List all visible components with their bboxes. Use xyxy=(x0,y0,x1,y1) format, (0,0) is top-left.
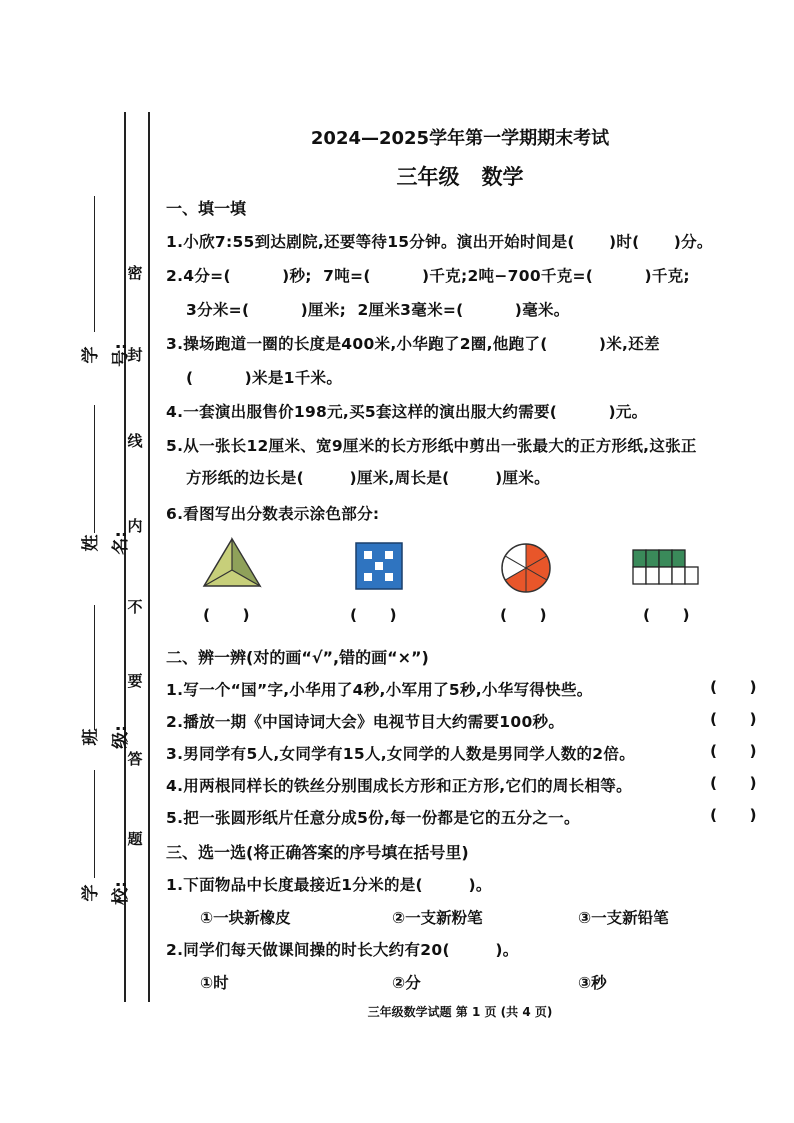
student-id-label: 学号: xyxy=(81,343,131,367)
seal-char: 答 xyxy=(127,750,143,768)
seal-char: 内 xyxy=(127,517,143,535)
exam-subtitle: 三年级 数学 xyxy=(396,165,524,189)
school-label: 学校: xyxy=(81,881,131,905)
choice-question-1: 1.下面物品中长度最接近1分米的是( )。 xyxy=(166,876,492,894)
seal-char: 线 xyxy=(127,432,143,450)
class-label: 班级: xyxy=(81,725,131,749)
choice-option[interactable]: ②分 xyxy=(392,974,421,992)
question-1-3b: ( )米是1千米。 xyxy=(186,369,343,387)
circle-figure xyxy=(500,542,552,594)
class-line[interactable] xyxy=(94,605,95,730)
judge-item: 2.播放一期《中国诗词大会》电视节目大约需要100秒。 xyxy=(166,713,565,731)
judge-answer[interactable]: ( ) xyxy=(710,774,757,792)
question-1-5a: 5.从一张长12厘米、宽9厘米的长方形纸中剪出一张最大的正方形纸,这张正 xyxy=(166,437,697,455)
judge-answer[interactable]: ( ) xyxy=(710,678,757,696)
grid-figure xyxy=(355,542,403,590)
judge-answer[interactable]: ( ) xyxy=(710,806,757,824)
answer-blank[interactable]: ( ) xyxy=(350,606,397,624)
section3-title: 三、选一选(将正确答案的序号填在括号里) xyxy=(166,843,469,862)
choice-option[interactable]: ①时 xyxy=(200,974,229,992)
exam-title: 2024—2025学年第一学期期末考试 xyxy=(310,128,610,149)
answer-blank[interactable]: ( ) xyxy=(203,606,250,624)
question-1-1: 1.小欣7:55到达剧院,还要等待15分钟。演出开始时间是( )时( )分。 xyxy=(166,233,713,251)
choice-option[interactable]: ②一支新粉笔 xyxy=(392,909,483,927)
section2-title: 二、辨一辨(对的画“√”,错的画“×”) xyxy=(166,648,429,667)
seal-char: 题 xyxy=(127,830,143,848)
answer-blank[interactable]: ( ) xyxy=(643,606,690,624)
question-1-5b: 方形纸的边长是( )厘米,周长是( )厘米。 xyxy=(186,469,550,487)
answer-blank[interactable]: ( ) xyxy=(500,606,547,624)
school-line[interactable] xyxy=(94,770,95,878)
judge-item: 3.男同学有5人,女同学有15人,女同学的人数是男同学人数的2倍。 xyxy=(166,745,635,763)
question-1-4: 4.一套演出服售价198元,买5套这样的演出服大约需要( )元。 xyxy=(166,403,648,421)
judge-item: 4.用两根同样长的铁丝分别围成长方形和正方形,它们的周长相等。 xyxy=(166,777,632,795)
bar-strip-figure xyxy=(632,549,704,585)
choice-option[interactable]: ①一块新橡皮 xyxy=(200,909,291,927)
question-1-2a: 2.4分=( )秒; 7吨=( )千克;2吨−700千克=( )千克; xyxy=(166,267,690,285)
seal-char: 不 xyxy=(127,598,143,616)
question-1-6: 6.看图写出分数表示涂色部分: xyxy=(166,505,380,523)
choice-option[interactable]: ③秒 xyxy=(578,974,607,992)
triangle-figure xyxy=(200,536,264,590)
question-1-3a: 3.操场跑道一圈的长度是400米,小华跑了2圈,他跑了( )米,还差 xyxy=(166,335,660,353)
seal-char: 要 xyxy=(127,672,143,690)
choice-question-2: 2.同学们每天做课间操的时长大约有20( )。 xyxy=(166,941,519,959)
section1-title: 一、填一填 xyxy=(166,199,247,218)
name-line[interactable] xyxy=(94,405,95,533)
judge-answer[interactable]: ( ) xyxy=(710,710,757,728)
judge-item: 1.写一个“国”字,小华用了4秒,小军用了5秒,小华写得快些。 xyxy=(166,681,593,699)
judge-answer[interactable]: ( ) xyxy=(710,742,757,760)
page-footer: 三年级数学试题 第 1 页 (共 4 页) xyxy=(367,1005,553,1019)
choice-option[interactable]: ③一支新铅笔 xyxy=(578,909,669,927)
judge-item: 5.把一张圆形纸片任意分成5份,每一份都是它的五分之一。 xyxy=(166,809,580,827)
seal-char: 封 xyxy=(127,346,143,364)
name-label: 姓名: xyxy=(81,531,131,555)
student-id-line[interactable] xyxy=(94,196,95,332)
binding-line-outer xyxy=(124,112,126,1002)
seal-char: 密 xyxy=(127,264,143,282)
question-1-2b: 3分米=( )厘米; 2厘米3毫米=( )毫米。 xyxy=(186,301,570,319)
binding-line-inner xyxy=(148,112,150,1002)
